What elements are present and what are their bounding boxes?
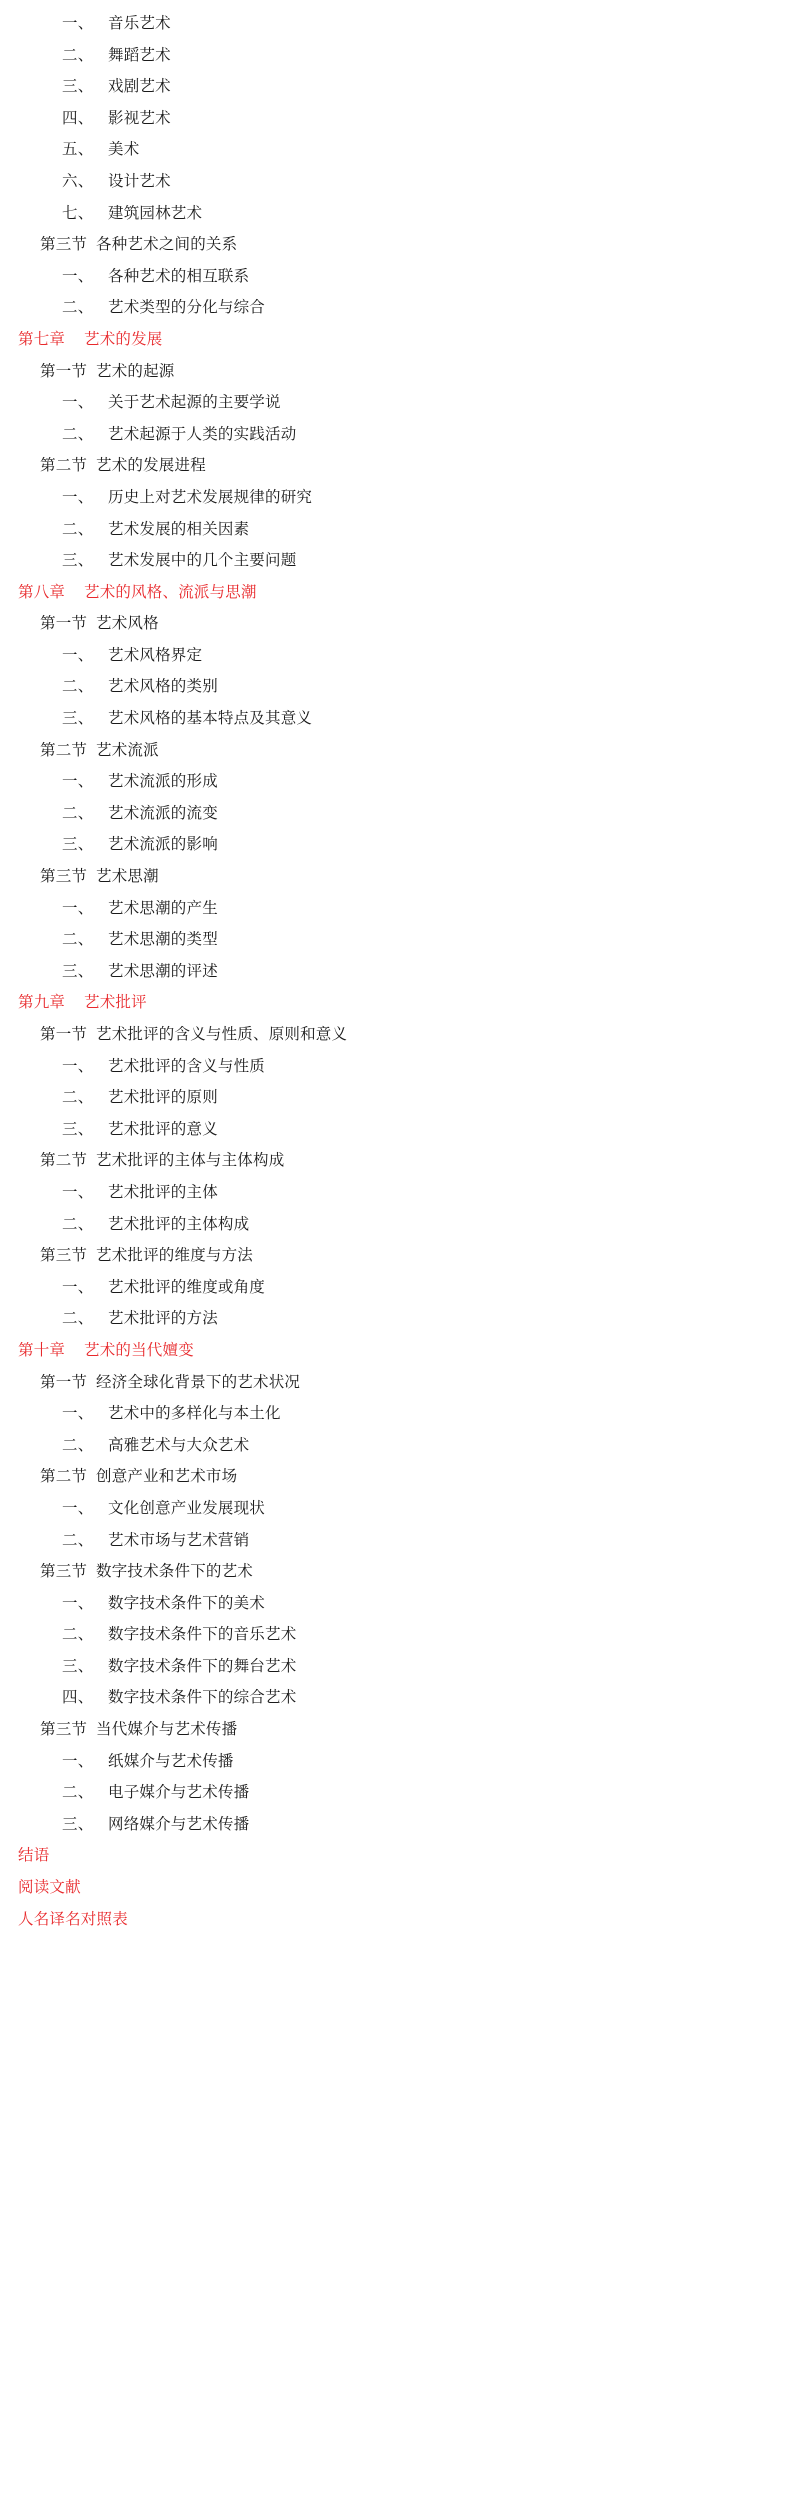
toc-entry-section[interactable] bbox=[0, 861, 790, 893]
toc-entry-label: 数字技术条件下的艺术 bbox=[96, 1563, 254, 1581]
toc-entry-label: 艺术风格 bbox=[96, 615, 159, 633]
toc-entry-label: 艺术发展中的几个主要问题 bbox=[108, 552, 297, 570]
toc-entry-number: 第三节 bbox=[40, 1563, 88, 1581]
toc-entry-number: 五、 bbox=[62, 141, 94, 159]
toc-entry-chapter[interactable] bbox=[0, 1335, 790, 1367]
toc-entry-label: 舞蹈艺术 bbox=[108, 46, 171, 64]
toc-entry-back[interactable] bbox=[0, 1872, 790, 1904]
toc-entry-item[interactable] bbox=[0, 387, 790, 419]
toc-entry-chapter[interactable] bbox=[0, 987, 790, 1019]
toc-entry-section[interactable] bbox=[0, 1556, 790, 1588]
toc-entry-number: 三、 bbox=[62, 710, 94, 728]
toc-entry-number: 二、 bbox=[62, 1531, 94, 1549]
toc-entry-label: 美术 bbox=[108, 141, 140, 159]
toc-entry-number: 二、 bbox=[62, 1310, 94, 1328]
toc-entry-label: 艺术思潮的类型 bbox=[108, 931, 218, 949]
toc-entry-item[interactable] bbox=[0, 1272, 790, 1304]
toc-entry-section[interactable] bbox=[0, 450, 790, 482]
toc-entry-number: 三、 bbox=[62, 962, 94, 980]
toc-entry-label: 艺术批评的主体 bbox=[108, 1183, 218, 1201]
toc-entry-number: 一、 bbox=[62, 488, 94, 506]
toc-entry-label: 建筑园林艺术 bbox=[108, 204, 203, 222]
toc-entry-item[interactable] bbox=[0, 640, 790, 672]
toc-entry-label: 艺术的发展 bbox=[84, 330, 163, 348]
toc-entry-number: 四、 bbox=[62, 1689, 94, 1707]
toc-entry-item[interactable] bbox=[0, 1682, 790, 1714]
toc-entry-number: 三、 bbox=[62, 1657, 94, 1675]
toc-entry-number: 三、 bbox=[62, 1120, 94, 1138]
toc-entry-number: 六、 bbox=[62, 172, 94, 190]
toc-entry-item[interactable] bbox=[0, 1209, 790, 1241]
toc-entry-label: 纸媒介与艺术传播 bbox=[108, 1752, 234, 1770]
toc-entry-item[interactable] bbox=[0, 829, 790, 861]
toc-entry-label: 文化创意产业发展现状 bbox=[108, 1499, 266, 1517]
toc-entry-label: 网络媒介与艺术传播 bbox=[108, 1815, 250, 1833]
toc-entry-number: 二、 bbox=[62, 1215, 94, 1233]
toc-entry-number: 第十章 bbox=[18, 1341, 66, 1359]
toc-entry-number: 七、 bbox=[62, 204, 94, 222]
toc-entry-back[interactable] bbox=[0, 1904, 790, 1936]
toc-entry-label: 艺术批评的维度与方法 bbox=[96, 1247, 254, 1265]
toc-entry-number: 一、 bbox=[62, 773, 94, 791]
toc-entry-item[interactable] bbox=[0, 545, 790, 577]
toc-entry-item[interactable] bbox=[0, 8, 790, 40]
toc-entry-label: 高雅艺术与大众艺术 bbox=[108, 1436, 250, 1454]
toc-entry-label: 设计艺术 bbox=[108, 172, 171, 190]
toc-entry-section[interactable] bbox=[0, 735, 790, 767]
toc-entry-label: 关于艺术起源的主要学说 bbox=[108, 394, 281, 412]
toc-entry-item[interactable] bbox=[0, 166, 790, 198]
toc-entry-item[interactable] bbox=[0, 514, 790, 546]
toc-entry-label: 影视艺术 bbox=[108, 109, 171, 127]
toc-entry-label: 数字技术条件下的美术 bbox=[108, 1594, 266, 1612]
toc-entry-number: 第二节 bbox=[40, 457, 88, 475]
toc-entry-number: 三、 bbox=[62, 836, 94, 854]
toc-entry-label: 艺术批评的主体与主体构成 bbox=[96, 1152, 285, 1170]
toc-entry-label: 艺术的风格、流派与思潮 bbox=[84, 583, 257, 601]
toc-entry-label: 艺术批评的维度或角度 bbox=[108, 1278, 266, 1296]
toc-entry-number: 第一节 bbox=[40, 615, 88, 633]
toc-entry-number: 二、 bbox=[62, 804, 94, 822]
toc-entry-label: 艺术风格界定 bbox=[108, 646, 203, 664]
toc-entry-item[interactable] bbox=[0, 766, 790, 798]
toc-entry-label: 人名译名对照表 bbox=[18, 1910, 128, 1928]
toc-entry-label: 艺术风格的基本特点及其意义 bbox=[108, 710, 313, 728]
toc-entry-item[interactable] bbox=[0, 1651, 790, 1683]
toc-entry-number: 一、 bbox=[62, 394, 94, 412]
toc-entry-item[interactable] bbox=[0, 482, 790, 514]
toc-entry-number: 第一节 bbox=[40, 1026, 88, 1043]
toc-entry-item[interactable] bbox=[0, 1082, 790, 1114]
toc-entry-number: 三、 bbox=[62, 1815, 94, 1833]
toc-entry-item[interactable] bbox=[0, 1619, 790, 1651]
toc-entry-item[interactable] bbox=[0, 40, 790, 72]
toc-entry-number: 二、 bbox=[62, 1784, 94, 1802]
toc-entry-number: 第三节 bbox=[40, 1721, 88, 1739]
toc-entry-number: 二、 bbox=[62, 425, 94, 443]
toc-entry-label: 创意产业和艺术市场 bbox=[96, 1468, 238, 1486]
toc-entry-number: 三、 bbox=[62, 552, 94, 570]
toc-entry-label: 艺术批评的原则 bbox=[108, 1089, 218, 1107]
toc-entry-item[interactable] bbox=[0, 1430, 790, 1462]
toc-entry-label: 数字技术条件下的音乐艺术 bbox=[108, 1626, 297, 1644]
toc-entry-number: 二、 bbox=[62, 1436, 94, 1454]
toc-entry-label: 艺术流派的影响 bbox=[108, 836, 218, 854]
toc-entry-number: 一、 bbox=[62, 15, 94, 32]
toc-entry-item[interactable] bbox=[0, 198, 790, 230]
toc-entry-number: 二、 bbox=[62, 299, 94, 317]
toc-entry-number: 第三节 bbox=[40, 868, 88, 886]
toc-entry-label: 戏剧艺术 bbox=[108, 78, 171, 96]
toc-entry-item[interactable] bbox=[0, 1051, 790, 1083]
toc-entry-number: 三、 bbox=[62, 78, 94, 96]
toc-entry-number: 二、 bbox=[62, 46, 94, 64]
toc-entry-label: 音乐艺术 bbox=[108, 15, 171, 32]
toc-entry-item[interactable] bbox=[0, 924, 790, 956]
toc-entry-number: 第三节 bbox=[40, 1247, 88, 1265]
toc-entry-number: 一、 bbox=[62, 1405, 94, 1423]
toc-entry-section[interactable] bbox=[0, 608, 790, 640]
toc-entry-label: 数字技术条件下的综合艺术 bbox=[108, 1689, 297, 1707]
toc-entry-label: 经济全球化背景下的艺术状况 bbox=[96, 1373, 301, 1391]
toc-entry-item[interactable] bbox=[0, 1493, 790, 1525]
toc-entry-label: 艺术市场与艺术营销 bbox=[108, 1531, 250, 1549]
toc-entry-item[interactable] bbox=[0, 671, 790, 703]
toc-entry-section[interactable] bbox=[0, 1714, 790, 1746]
toc-entry-label: 艺术思潮的产生 bbox=[108, 899, 218, 917]
toc-entry-number: 一、 bbox=[62, 1183, 94, 1201]
toc-entry-number: 第七章 bbox=[18, 330, 66, 348]
toc-entry-item[interactable] bbox=[0, 1398, 790, 1430]
toc-entry-label: 艺术批评的主体构成 bbox=[108, 1215, 250, 1233]
toc-entry-section[interactable] bbox=[0, 1145, 790, 1177]
toc-entry-label: 艺术思潮的评述 bbox=[108, 962, 218, 980]
toc-entry-number: 一、 bbox=[62, 267, 94, 285]
toc-entry-item[interactable] bbox=[0, 1303, 790, 1335]
toc-entry-label: 艺术流派的流变 bbox=[108, 804, 218, 822]
toc-entry-section[interactable] bbox=[0, 1367, 790, 1399]
toc-entry-item[interactable] bbox=[0, 419, 790, 451]
toc-entry-number: 第一节 bbox=[40, 362, 88, 380]
toc-entry-item[interactable] bbox=[0, 103, 790, 135]
toc-entry-number: 一、 bbox=[62, 899, 94, 917]
toc-entry-item[interactable] bbox=[0, 703, 790, 735]
toc-entry-section[interactable] bbox=[0, 1240, 790, 1272]
toc-entry-label: 艺术的发展进程 bbox=[96, 457, 206, 475]
toc-entry-number: 四、 bbox=[62, 109, 94, 127]
toc-entry-item[interactable] bbox=[0, 798, 790, 830]
toc-entry-item[interactable] bbox=[0, 893, 790, 925]
toc-entry-number: 第八章 bbox=[18, 583, 66, 601]
toc-entry-item[interactable] bbox=[0, 292, 790, 324]
toc-entry-label: 艺术批评的含义与性质、原则和意义 bbox=[96, 1026, 348, 1043]
toc-entry-section[interactable] bbox=[0, 1461, 790, 1493]
toc-entry-label: 艺术批评的含义与性质 bbox=[108, 1057, 266, 1075]
toc-entry-item[interactable] bbox=[0, 71, 790, 103]
toc-entry-label: 当代媒介与艺术传播 bbox=[96, 1721, 238, 1739]
toc-entry-label: 艺术发展的相关因素 bbox=[108, 520, 250, 538]
toc-entry-label: 艺术流派 bbox=[96, 741, 159, 759]
toc-entry-number: 二、 bbox=[62, 1089, 94, 1107]
toc-entry-item[interactable] bbox=[0, 134, 790, 166]
toc-entry-label: 阅读文献 bbox=[18, 1879, 81, 1897]
toc-entry-label: 艺术批评的意义 bbox=[108, 1120, 218, 1138]
toc-entry-number: 二、 bbox=[62, 520, 94, 538]
toc-entry-chapter[interactable] bbox=[0, 577, 790, 609]
toc-entry-number: 第九章 bbox=[18, 994, 66, 1012]
toc-entry-label: 艺术类型的分化与综合 bbox=[108, 299, 266, 317]
toc-entry-item[interactable] bbox=[0, 956, 790, 988]
toc-entry-number: 一、 bbox=[62, 1594, 94, 1612]
toc-entry-number: 一、 bbox=[62, 646, 94, 664]
toc-entry-number: 第一节 bbox=[40, 1373, 88, 1391]
toc-entry-label: 艺术的当代嬗变 bbox=[84, 1341, 194, 1359]
toc-entry-number: 第二节 bbox=[40, 1152, 88, 1170]
toc-entry-label: 结语 bbox=[18, 1847, 50, 1865]
toc-entry-chapter[interactable] bbox=[0, 324, 790, 356]
toc-entry-number: 二、 bbox=[62, 931, 94, 949]
toc-entry-label: 艺术的起源 bbox=[96, 362, 175, 380]
toc-entry-item[interactable] bbox=[0, 1809, 790, 1841]
toc-entry-section[interactable] bbox=[0, 356, 790, 388]
toc-entry-label: 艺术批评的方法 bbox=[108, 1310, 218, 1328]
toc-entry-number: 第二节 bbox=[40, 1468, 88, 1486]
toc-entry-number: 一、 bbox=[62, 1752, 94, 1770]
toc-entry-label: 艺术批评 bbox=[84, 994, 147, 1012]
toc-entry-item[interactable] bbox=[0, 1114, 790, 1146]
toc-entry-label: 各种艺术的相互联系 bbox=[108, 267, 250, 285]
toc-entry-label: 电子媒介与艺术传播 bbox=[108, 1784, 250, 1802]
toc-entry-item[interactable] bbox=[0, 1746, 790, 1778]
toc-entry-label: 各种艺术之间的关系 bbox=[96, 236, 238, 254]
toc-entry-section[interactable] bbox=[0, 229, 790, 261]
toc-entry-number: 二、 bbox=[62, 1626, 94, 1644]
toc-entry-item[interactable] bbox=[0, 1777, 790, 1809]
toc-entry-number: 第三节 bbox=[40, 236, 88, 254]
toc-entry-number: 一、 bbox=[62, 1499, 94, 1517]
toc-entry-label: 历史上对艺术发展规律的研究 bbox=[108, 488, 313, 506]
toc-entry-number: 一、 bbox=[62, 1278, 94, 1296]
toc-entry-back[interactable] bbox=[0, 1840, 790, 1872]
toc-entry-number: 一、 bbox=[62, 1057, 94, 1075]
toc-entry-label: 艺术思潮 bbox=[96, 868, 159, 886]
toc-entry-label: 艺术起源于人类的实践活动 bbox=[108, 425, 297, 443]
toc-entry-number: 第二节 bbox=[40, 741, 88, 759]
table-of-contents bbox=[0, 2, 790, 1935]
toc-entry-label: 艺术流派的形成 bbox=[108, 773, 218, 791]
toc-entry-item[interactable] bbox=[0, 1177, 790, 1209]
toc-entry-label: 艺术风格的类别 bbox=[108, 678, 218, 696]
toc-entry-item[interactable] bbox=[0, 1588, 790, 1620]
toc-entry-item[interactable] bbox=[0, 261, 790, 293]
toc-entry-label: 数字技术条件下的舞台艺术 bbox=[108, 1657, 297, 1675]
toc-entry-item[interactable] bbox=[0, 1525, 790, 1557]
toc-entry-number: 二、 bbox=[62, 678, 94, 696]
toc-entry-section[interactable] bbox=[0, 1019, 790, 1051]
toc-entry-label: 艺术中的多样化与本土化 bbox=[108, 1405, 281, 1423]
